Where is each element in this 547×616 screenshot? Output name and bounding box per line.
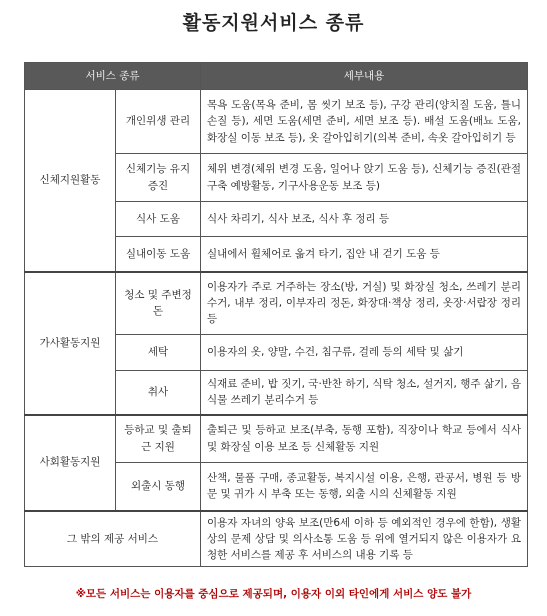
description-cell: 출퇴근 및 등하교 보조(부축, 동행 포함), 직장이나 학교 등에서 식사 및 화장실 이용 보조 등 신체활동 지원 (201, 415, 528, 463)
footnote: ※모든 서비스는 이용자를 중심으로 제공되며, 이용자 이외 타인에게 서비스 양도 불가 (75, 588, 472, 600)
subcategory-cell: 취사 (116, 371, 201, 415)
description-cell: 이용자의 옷, 양말, 수건, 침구류, 걸레 등의 세탁 및 삶기 (201, 335, 528, 371)
subcategory-cell: 개인위생 관리 (116, 90, 201, 154)
table-row (25, 415, 528, 463)
table-row (25, 272, 528, 335)
category-cell: 신체지원활동 (25, 90, 116, 272)
description-cell: 산책, 물품 구매, 종교활동, 복지시설 이용, 은행, 관공서, 병원 등 방문 및 귀가 시 부축 또는 동행, 외출 시의 신체활동 지원 (201, 463, 528, 511)
other-service-cell: 그 밖의 제공 서비스 (25, 511, 201, 567)
header-service-type: 서비스 종류 (25, 63, 201, 90)
subcategory-cell: 실내이동 도움 (116, 237, 201, 272)
description-cell: 식사 차리기, 식사 보조, 식사 후 정리 등 (201, 202, 528, 237)
description-cell: 이용자가 주로 거주하는 장소(방, 거실) 및 화장실 청소, 쓰레기 분리 수거, 내부 정리, 이부자리 정돈, 화장대·책상 정리, 옷장·서랍장 정리 등 (201, 272, 528, 335)
service-table (24, 62, 528, 567)
description-cell: 실내에서 휠체어로 옮겨 타기, 집안 내 걷기 도움 등 (201, 237, 528, 272)
page-title: 활동지원서비스 종류 (182, 12, 365, 34)
description-cell: 체위 변경(체위 변경 도움, 일어나 앉기 도움 등), 신체기능 증진(관절 구축 예방활동, 기구사용운동 보조 등) (201, 154, 528, 202)
subcategory-cell: 식사 도움 (116, 202, 201, 237)
table-row (25, 511, 528, 567)
subcategory-cell: 신체기능 유지 증진 (116, 154, 201, 202)
category-cell: 사회활동지원 (25, 415, 116, 511)
table-row (25, 90, 528, 154)
header-detail: 세부내용 (201, 63, 528, 90)
table-header-row (25, 63, 528, 90)
description-cell: 목욕 도움(목욕 준비, 몸 씻기 보조 등), 구강 관리(양치질 도움, 틀니 손질 등), 세면 도움(세면 준비, 세면 보조 등). 배설 도움(배뇨 도움, 화장실 이동 보조 등), 옷 갈아입히기(의복 준비, 속옷 갈아입히기 등 (201, 90, 528, 154)
description-cell: 식재료 준비, 밥 짓기, 국·반찬 하기, 식탁 청소, 설거지, 행주 삶기, 음식물 쓰레기 분리수거 등 (201, 371, 528, 415)
subcategory-cell: 청소 및 주변정돈 (116, 272, 201, 335)
subcategory-cell: 등하교 및 출퇴근 지원 (116, 415, 201, 463)
subcategory-cell: 세탁 (116, 335, 201, 371)
description-cell: 이용자 자녀의 양육 보조(만6세 이하 등 예외적인 경우에 한함), 생활상의 문제 상담 및 의사소통 도움 등 위에 열거되지 않은 이용자가 요청한 서비스를 제공 후 서비스의 내용 기록 등 (201, 511, 528, 567)
category-cell: 가사활동지원 (25, 272, 116, 415)
subcategory-cell: 외출시 동행 (116, 463, 201, 511)
